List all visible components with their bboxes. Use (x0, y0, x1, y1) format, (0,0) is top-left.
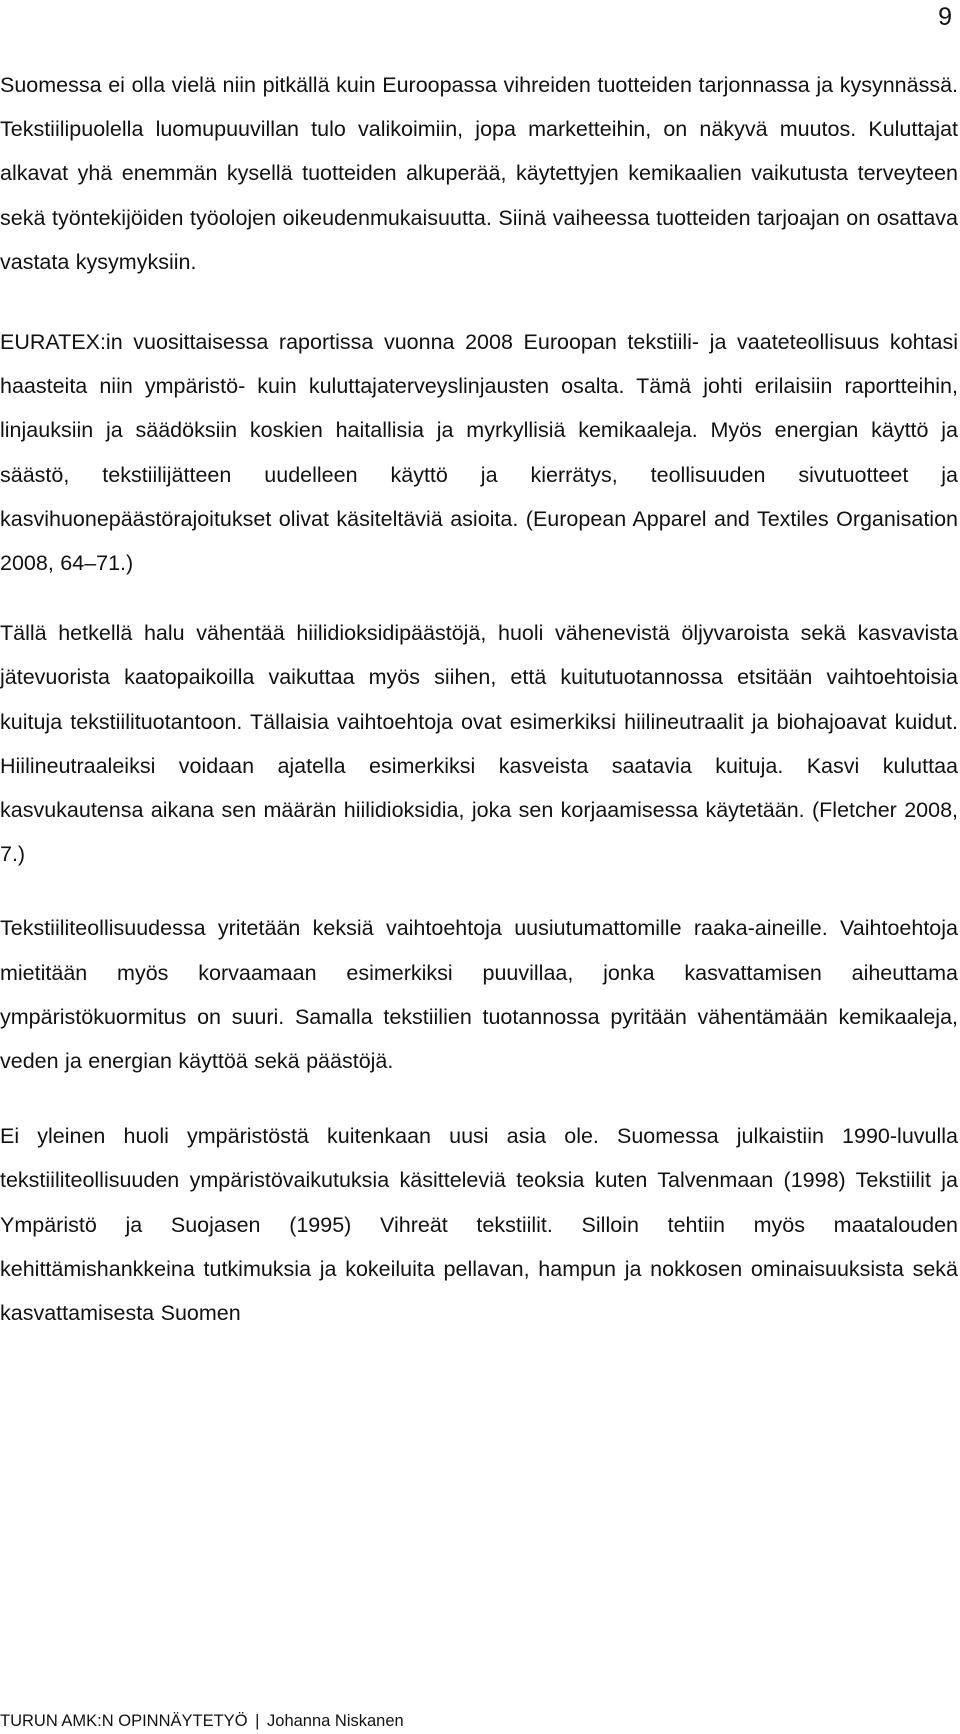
paragraph-5: Ei yleinen huoli ympäristöstä kuitenkaan uusi asia ole. Suomessa julkaistiin 1990-luvulla tekstiiliteollisuuden ympäristövaikutuksia käsitteleviä teoksia kuten Talvenmaan (1998) Tekstiilit ja Ympäristö ja Suojasen (1995) Vihreät tekstiilit. Silloin tehtiin myös maatalouden kehittämishankkeina tutkimuksia ja kokeiluita pellavan, hampun ja nokkosen ominaisuuksista sekä kasvattamisesta Suomen (0, 1124, 958, 1326)
paragraph-4: Tekstiiliteollisuudessa yritetään keksiä vaihtoehtoja uusiutumattomille raaka-aineille. Vaihtoehtoja mietitään myös korvaamaan esimerkiksi puuvillaa, jonka kasvattamisen aiheuttama ympäristökuormitus on suuri. Samalla tekstiilien tuotannossa pyritään vähentämään kemikaaleja, veden ja energian käyttöä sekä päästöjä. (0, 916, 958, 1074)
paragraph-1: Suomessa ei olla vielä niin pitkällä kuin Euroopassa vihreiden tuotteiden tarjonnassa ja kysynnässä. Tekstiilipuolella luomupuuvillan tulo valikoimiin, jopa marketteihin, on näkyvä muutos. Kuluttajat alkavat yhä enemmän kysellä tuotteiden alkuperää, käytettyjen kemikaalien vaikutusta terveyteen sekä työntekijöiden työolojen oikeudenmukaisuutta. Siinä vaiheessa tuotteiden tarjoajan on osattava vastata kysymyksiin. (0, 73, 958, 274)
footer-separator: | (255, 1712, 260, 1730)
paragraph-2: EURATEX:in vuosittaisessa raportissa vuonna 2008 Euroopan tekstiili- ja vaateteollisuus kohtasi haasteita niin ympäristö- kuin kuluttajaterveyslinjausten osalta. Tämä johti erilaisiin raportteihin, linjauksiin ja säädöksiin koskien haitallisia ja myrkyllisiä kemikaaleja. Myös energian käyttö ja säästö, tekstiilijätteen uudelleen käyttö ja kierrätys, teollisuuden sivutuotteet ja kasvihuonepäästörajoitukset olivat käsiteltäviä asioita. (European Apparel and Textiles Organisation 2008, 64–71.) (0, 330, 958, 576)
page-footer (0, 1710, 404, 1732)
body-text (0, 63, 958, 1371)
footer-institution: TURUN AMK:N OPINNÄYTETYÖ (0, 1712, 248, 1730)
paragraph-3: Tällä hetkellä halu vähentää hiilidioksidipäästöjä, huoli vähenevistä öljyvaroista sekä kasvavista jätevuorista kaatopaikoilla vaikuttaa myös siihen, että kuitutuotannossa etsitään vaihtoehtoisia kuituja tekstiilituotantoon. Tällaisia vaihtoehtoja ovat esimerkiksi hiilineutraalit ja biohajoavat kuidut. Hiilineutraaleiksi voidaan ajatella esimerkiksi kasveista saatavia kuituja. Kasvi kuluttaa kasvukautensa aikana sen määrän hiilidioksidia, joka sen korjaamisessa käytetään. (Fletcher 2008, 7.) (0, 621, 958, 867)
footer-author: Johanna Niskanen (267, 1712, 404, 1730)
page-number: 9 (938, 3, 952, 31)
